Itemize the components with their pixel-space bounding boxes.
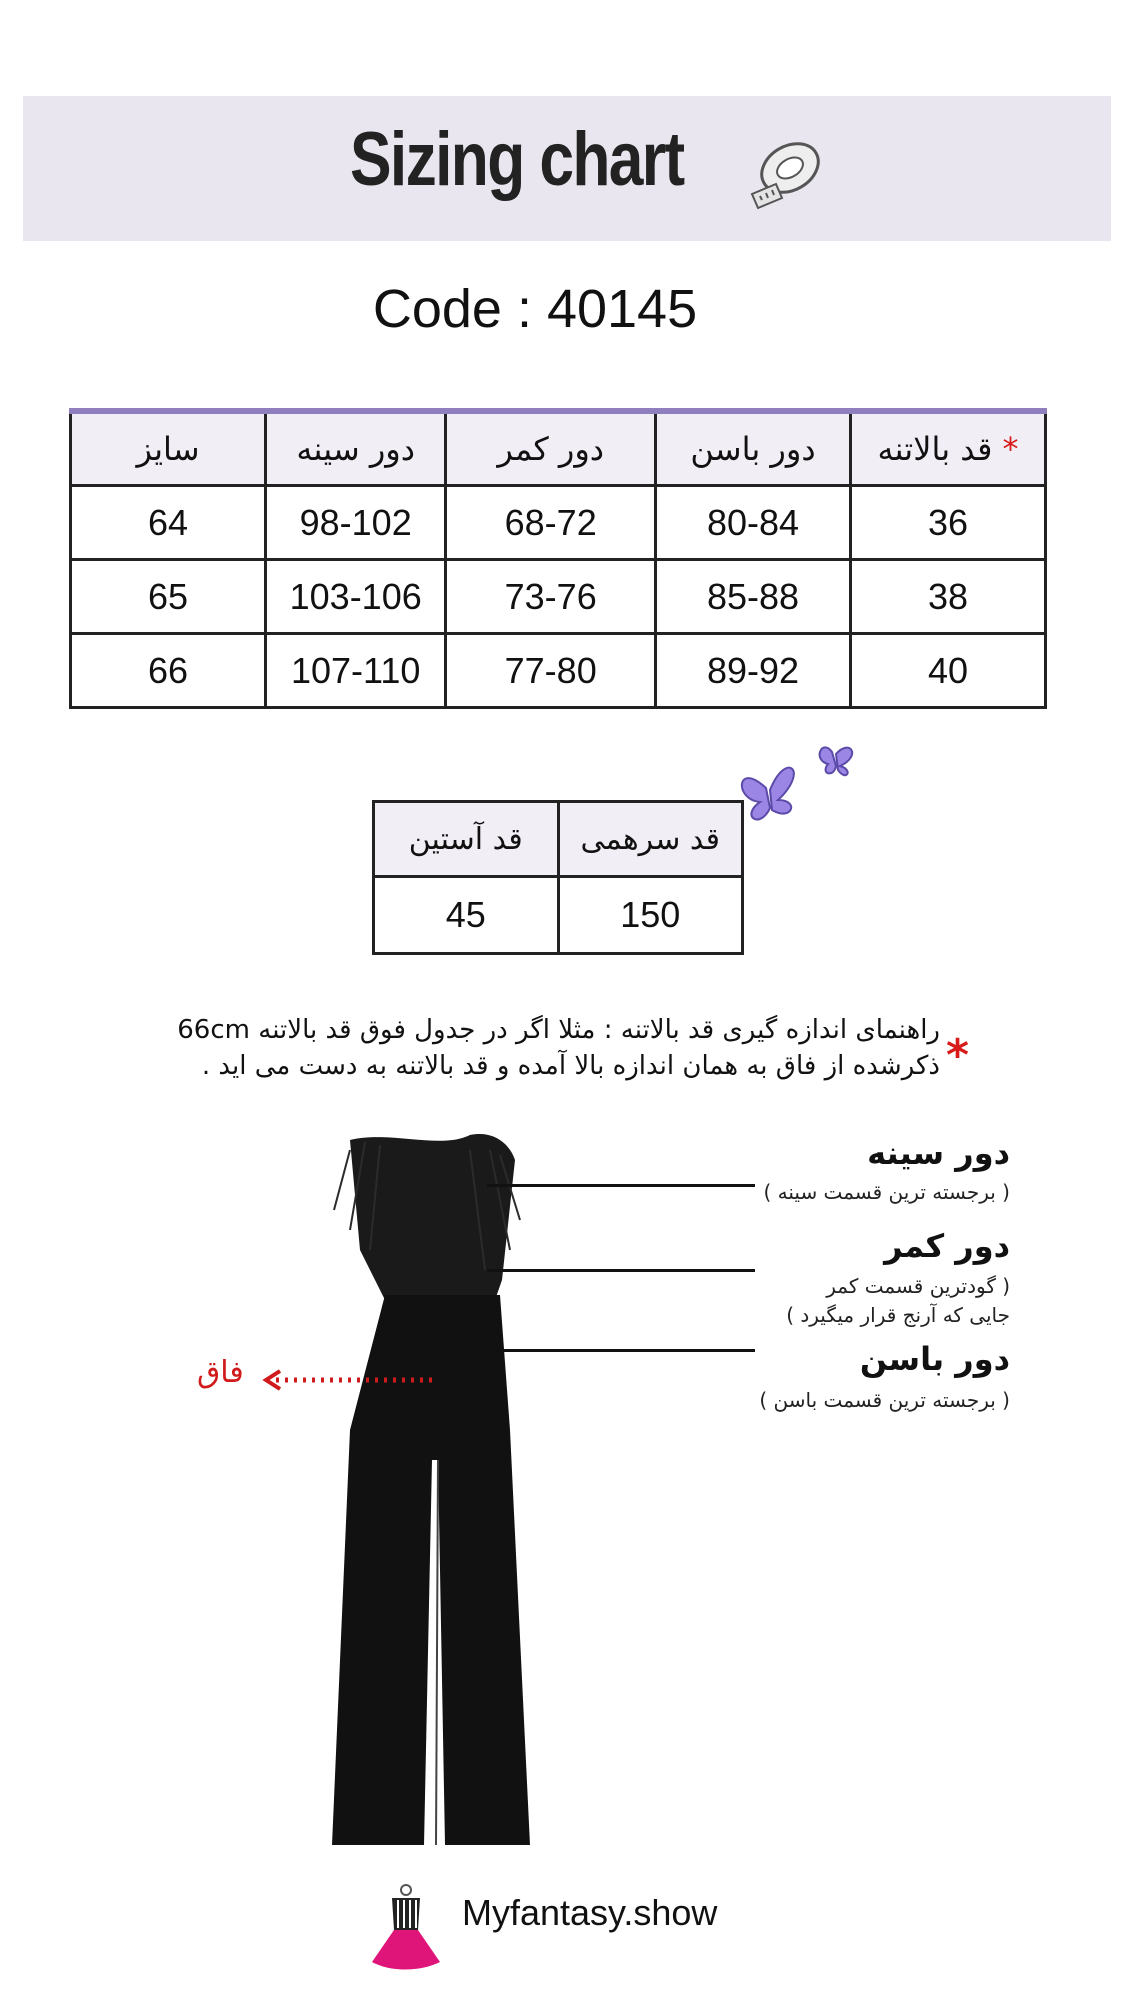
table-row <box>71 560 1046 634</box>
header-size: سایز <box>71 411 266 486</box>
table-cell: 77-80 <box>446 634 656 708</box>
table-row <box>71 486 1046 560</box>
table-cell: 89-92 <box>656 634 851 708</box>
dress-logo-icon <box>370 1880 442 1970</box>
table-cell: 98-102 <box>266 486 446 560</box>
butterfly-icon <box>726 730 871 840</box>
table-cell: 103-106 <box>266 560 446 634</box>
waist-desc-1: ( گودترین قسمت کمر <box>826 1274 1010 1298</box>
tape-measure-icon <box>742 132 832 212</box>
table-cell: 36 <box>851 486 1046 560</box>
waist-desc-2: جایی که آرنج قرار میگیرد ) <box>786 1303 1010 1327</box>
measurement-note <box>150 1012 940 1084</box>
table-cell: 38 <box>851 560 1046 634</box>
table-cell: 40 <box>851 634 1046 708</box>
header-jumpsuit-length: قد سرهمی <box>558 802 743 877</box>
table-header-row <box>374 802 743 877</box>
table-cell: 64 <box>71 486 266 560</box>
page-title: Sizing chart <box>350 117 684 202</box>
table-row <box>374 877 743 954</box>
footer-site: Myfantasy.show <box>462 1892 718 1933</box>
header-sleeve-length: قد آستین <box>374 802 559 877</box>
table-cell: 65 <box>71 560 266 634</box>
waist-pointer-line <box>487 1269 755 1272</box>
inseam-label: فاق <box>197 1355 244 1390</box>
jumpsuit-illustration <box>320 1130 560 1860</box>
header-bust: دور سینه <box>266 411 446 486</box>
table-cell: 85-88 <box>656 560 851 634</box>
header-hip: دور باسن <box>656 411 851 486</box>
size-table <box>69 408 1047 709</box>
header-torso-label: قد بالاتنه <box>877 430 993 468</box>
table-cell: 68-72 <box>446 486 656 560</box>
torso-star: * <box>1002 430 1019 468</box>
bust-label: دور سینه <box>867 1134 1010 1172</box>
header-waist: دور کمر <box>446 411 656 486</box>
table-cell: 150 <box>558 877 743 954</box>
bust-desc: ( برجسته ترین قسمت سینه ) <box>763 1180 1010 1204</box>
header-torso <box>851 411 1046 486</box>
table-cell: 107-110 <box>266 634 446 708</box>
table-header-row <box>71 411 1046 486</box>
table-cell: 73-76 <box>446 560 656 634</box>
note-line-2: ذکرشده از فاق به همان اندازه بالا آمده و قد بالاتنه به دست می اید . <box>201 1051 940 1081</box>
note-line-1: راهنمای اندازه گیری قد بالاتنه : مثلا اگر در جدول فوق قد بالاتنه 66cm <box>177 1015 940 1045</box>
inseam-arrow <box>262 1365 440 1395</box>
table-cell: 80-84 <box>656 486 851 560</box>
hip-pointer-line <box>487 1349 755 1352</box>
length-table <box>372 800 744 955</box>
note-star: * <box>946 1030 970 1081</box>
hip-label: دور باسن <box>859 1340 1010 1378</box>
hip-desc: ( برجسته ترین قسمت باسن ) <box>759 1388 1010 1412</box>
product-code: Code : 40145 <box>372 279 698 339</box>
bust-pointer-line <box>487 1184 755 1187</box>
table-row <box>71 634 1046 708</box>
table-cell: 45 <box>374 877 559 954</box>
waist-label: دور کمر <box>884 1227 1010 1265</box>
table-cell: 66 <box>71 634 266 708</box>
